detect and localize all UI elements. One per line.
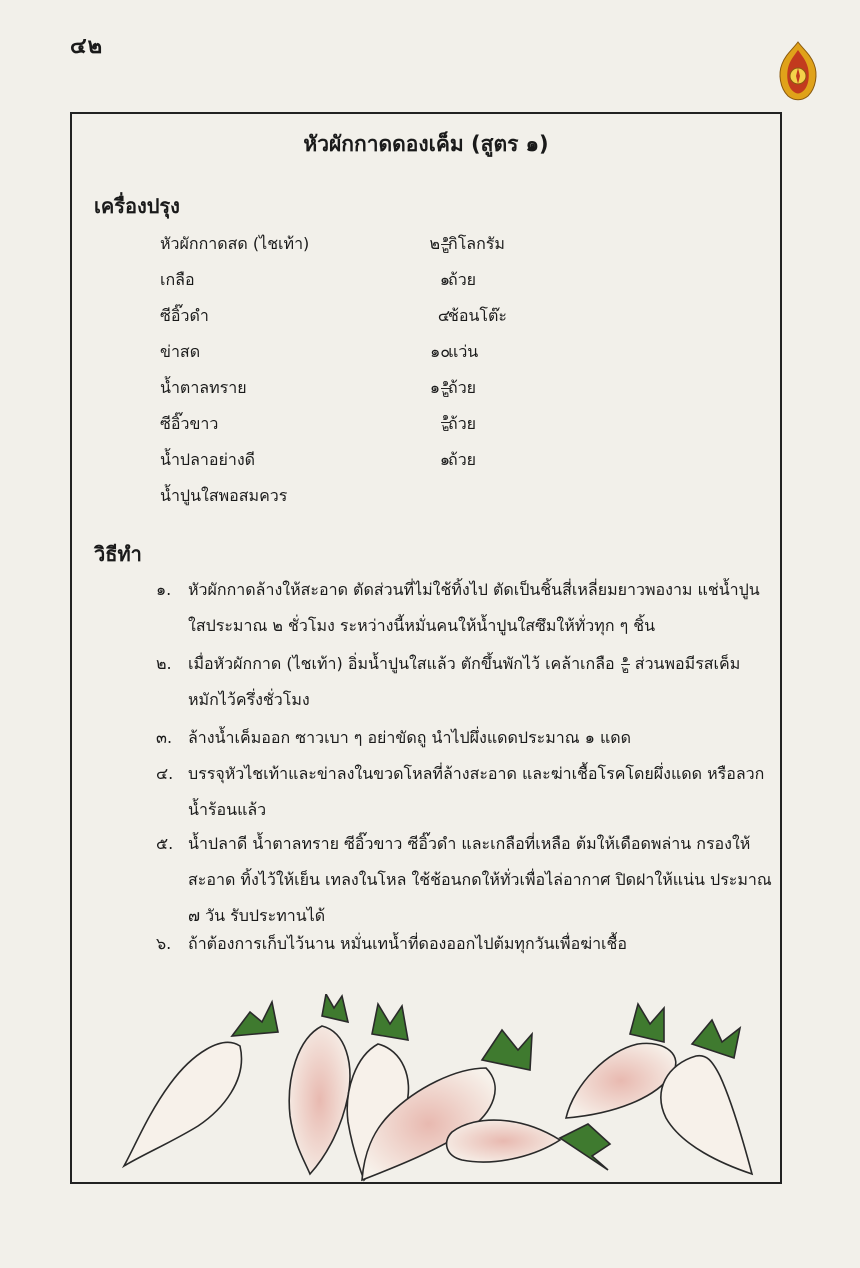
recipe-frame bbox=[70, 112, 782, 1184]
ingredient-unit: ถ้วย bbox=[448, 270, 477, 289]
ingredient-quantity: ๑ bbox=[439, 450, 450, 469]
ingredient-name: ข่าสด bbox=[160, 342, 201, 361]
ingredient-row bbox=[160, 340, 760, 370]
ingredient-unit: กิโลกรัม bbox=[448, 234, 505, 253]
recipe-title: หัวผักกาดดองเค็ม (สูตร ๑) bbox=[303, 132, 549, 156]
ingredient-row bbox=[160, 304, 760, 334]
step-number: ๑. bbox=[156, 580, 172, 599]
ingredient-unit: ถ้วย bbox=[448, 414, 477, 433]
page-number: ๔๒ bbox=[70, 34, 104, 59]
radish-illustration bbox=[72, 994, 780, 1184]
ingredient-quantity: ๔ bbox=[437, 306, 450, 325]
step-fraction: $\frac{๑}{๒}$ bbox=[621, 652, 629, 676]
step-number: ๖. bbox=[156, 934, 172, 953]
step-number: ๔. bbox=[156, 764, 174, 783]
method-step bbox=[156, 646, 776, 718]
method-step bbox=[156, 826, 776, 934]
ingredient-quantity: ๑ bbox=[439, 270, 450, 289]
ingredient-row bbox=[160, 448, 760, 478]
ingredient-unit: แว่น bbox=[448, 342, 479, 361]
ingredient-quantity: ๑ $\frac{๑}{๒}$ bbox=[429, 376, 450, 400]
ingredient-row bbox=[160, 232, 760, 262]
ingredient-name: เกลือ bbox=[160, 270, 195, 289]
ingredient-quantity: ๑๐ bbox=[430, 342, 450, 361]
ingredient-name: น้ำปลาอย่างดี bbox=[160, 450, 256, 469]
quantity-fraction: $\frac{๑}{๒}$ bbox=[441, 232, 450, 256]
emblem-logo bbox=[776, 40, 820, 102]
ingredient-row bbox=[160, 412, 760, 442]
step-text: เมื่อหัวผักกาด (ไชเท้า) อิ่มน้ำปูนใสแล้ว ตักขึ้นพักไว้ เคล้าเกลือ $\frac{๑}{๒}$ ส่วนพอมีรสเค็ม หมักไว้ครึ่งชั่วโมง bbox=[188, 652, 741, 709]
ingredient-name: ซีอิ๊วขาว bbox=[160, 414, 219, 433]
ingredient-unit: ช้อนโต๊ะ bbox=[448, 306, 507, 325]
step-text: บรรจุหัวไชเท้าและข่าลงในขวดโหลที่ล้างสะอาด และฆ่าเชื้อโรคโดยผึ่งแดด หรือลวกน้ำร้อนแล้ว bbox=[188, 764, 765, 819]
ingredient-quantity: ๒ $\frac{๑}{๒}$ bbox=[429, 232, 450, 256]
method-step bbox=[156, 572, 776, 644]
step-number: ๒. bbox=[156, 654, 172, 673]
ingredient-row bbox=[160, 484, 760, 514]
ingredient-row bbox=[160, 268, 760, 298]
ingredient-row bbox=[160, 376, 760, 406]
step-text: ล้างน้ำเค็มออก ซาวเบา ๆ อย่าขัดถู นำไปผึ่งแดดประมาณ ๑ แดด bbox=[188, 728, 632, 747]
ingredient-unit: ถ้วย bbox=[448, 450, 477, 469]
step-text: หัวผักกาดล้างให้สะอาด ตัดส่วนที่ไม่ใช้ทิ้งไป ตัดเป็นชิ้นสี่เหลี่ยมยาวพองาม แช่น้ำปูนใสประมาณ ๒ ชั่วโมง ระหว่างนี้หมั่นคนให้น้ำปูนใสซึมให้ทั่วทุก ๆ ชิ้น bbox=[188, 580, 760, 635]
ingredient-name: ซีอิ๊วดำ bbox=[160, 306, 209, 325]
step-number: ๓. bbox=[156, 728, 173, 747]
method-step bbox=[156, 756, 776, 828]
method-heading: วิธีทำ bbox=[94, 542, 142, 566]
ingredient-name: น้ำตาลทราย bbox=[160, 378, 247, 397]
step-text: ถ้าต้องการเก็บไว้นาน หมั่นเทน้ำที่ดองออกไปต้มทุกวันเพื่อฆ่าเชื้อ bbox=[188, 934, 627, 953]
quantity-fraction: $\frac{๑}{๒}$ bbox=[441, 410, 450, 434]
quantity-fraction: $\frac{๑}{๒}$ bbox=[441, 376, 450, 400]
step-text: น้ำปลาดี น้ำตาลทราย ซีอิ๊วขาว ซีอิ๊วดำ และเกลือที่เหลือ ต้มให้เดือดพล่าน กรองให้สะอาด ทิ้งไว้ให้เย็น เทลงในโหล ใช้ช้อนกดให้ทั่วเพื่อไล่อากาศ ปิดฝาให้แน่น ประมาณ ๗ วัน รับประทานได้ bbox=[188, 834, 772, 925]
method-step bbox=[156, 926, 776, 962]
ingredients-heading: เครื่องปรุง bbox=[94, 194, 180, 218]
ingredient-unit: ถ้วย bbox=[448, 378, 477, 397]
ingredient-name: หัวผักกาดสด (ไชเท้า) bbox=[160, 234, 310, 253]
method-step bbox=[156, 720, 776, 756]
ingredient-name: น้ำปูนใสพอสมควร bbox=[160, 486, 288, 505]
step-number: ๕. bbox=[156, 834, 174, 853]
